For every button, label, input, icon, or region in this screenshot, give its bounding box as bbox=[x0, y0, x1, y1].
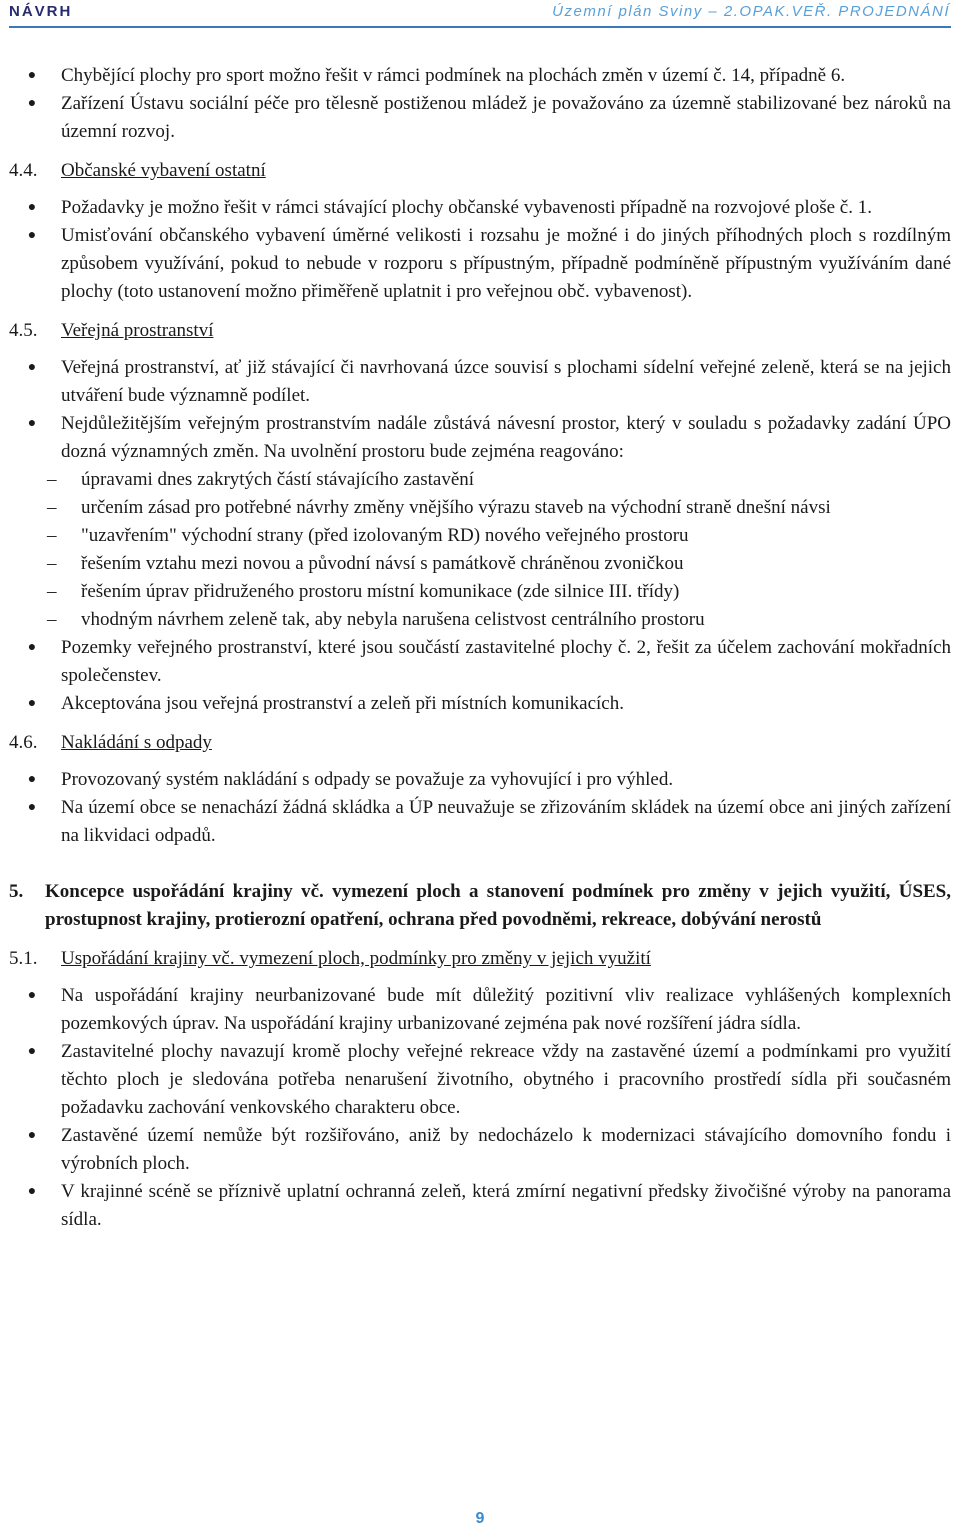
dash-icon: – bbox=[47, 609, 57, 630]
list-item-text: Chybějící plochy pro sport možno řešit v rámci podmínek na plochách změn v území č. 14, případně 6. bbox=[61, 65, 846, 86]
list-item-text: Pozemky veřejného prostranství, které jsou součástí zastavitelné plochy č. 2, řešit za účelem zachování mokřadních společenstev. bbox=[61, 637, 951, 686]
list-item-text: Na území obce se nenachází žádná skládka a ÚP neuvažuje se zřizováním skládek na území obce ani jiných zařízení na likvidaci odpadů. bbox=[61, 797, 951, 846]
bullet-icon: ● bbox=[27, 1128, 37, 1143]
section-title: Veřejná prostranství bbox=[61, 320, 214, 341]
section-number: 5.1. bbox=[9, 948, 38, 969]
bullet-icon: ● bbox=[27, 96, 37, 111]
dash-item-text: úpravami dnes zakrytých částí stávajícího zastavění bbox=[81, 469, 475, 490]
list-item bbox=[9, 1122, 951, 1178]
list-item-text: Zastavitelné plochy navazují kromě plochy veřejné rekreace vždy na zastavěné území a podmínkami pro využití těchto ploch je sledována potřeba nenarušení životního, obytného i pracovního prostředí sídla při současném požadavku zachování venkovského charakteru obce. bbox=[61, 1041, 951, 1118]
dash-item bbox=[9, 494, 951, 522]
bullet-icon: ● bbox=[27, 200, 37, 215]
bullet-icon: ● bbox=[27, 1184, 37, 1199]
chapter-title: Koncepce uspořádání krajiny vč. vymezení ploch a stanovení podmínek pro změny v jejich využití, ÚSES, prostupnost krajiny, protierozní opatření, ochrana před povodněmi, rekreace, dobývání nerostů bbox=[45, 881, 951, 930]
list-item bbox=[9, 794, 951, 850]
dash-item bbox=[9, 522, 951, 550]
dash-item-text: řešením vztahu mezi novou a původní návsí s památkově chráněnou zvoničkou bbox=[81, 553, 684, 574]
list-item-text: Požadavky je možno řešit v rámci stávající plochy občanské vybavenosti případně na rozvojové ploše č. 1. bbox=[61, 197, 872, 218]
section-heading-4-6 bbox=[9, 729, 951, 757]
list-item-text: Akceptována jsou veřejná prostranství a zeleň při místních komunikacích. bbox=[61, 693, 624, 714]
dash-icon: – bbox=[47, 469, 57, 490]
section-title: Nakládání s odpady bbox=[61, 732, 212, 753]
section-heading-5-1 bbox=[9, 945, 951, 973]
list-item-text: Provozovaný systém nakládání s odpady se považuje za vyhovující i pro výhled. bbox=[61, 769, 674, 790]
dash-item bbox=[9, 606, 951, 634]
list-item-text: Nejdůležitějším veřejným prostranstvím nadále zůstává návesní prostor, který v souladu s požadavky zadání ÚPO dozná významných změn. Na uvolnění prostoru bude zejména reagováno: bbox=[61, 413, 951, 462]
page-number: 9 bbox=[475, 1510, 485, 1527]
list-item bbox=[9, 62, 951, 90]
list-item bbox=[9, 90, 951, 146]
page-header bbox=[0, 0, 960, 28]
list-item bbox=[9, 194, 951, 222]
dash-item bbox=[9, 466, 951, 494]
bullet-icon: ● bbox=[27, 1044, 37, 1059]
list-item-text: Zastavěné území nemůže být rozšiřováno, aniž by nedocházelo k modernizaci stávajícího domovního fondu i výrobních ploch. bbox=[61, 1125, 951, 1174]
dash-item-text: "uzavřením" východní strany (před izolovaným RD) nového veřejného prostoru bbox=[81, 525, 689, 546]
dash-item bbox=[9, 550, 951, 578]
dash-item-text: řešením úprav přidruženého prostoru místní komunikace (zde silnice III. třídy) bbox=[81, 581, 680, 602]
bullet-icon: ● bbox=[27, 416, 37, 431]
dash-icon: – bbox=[47, 553, 57, 574]
list-item bbox=[9, 766, 951, 794]
document-body bbox=[9, 62, 951, 1234]
bullet-icon: ● bbox=[27, 360, 37, 375]
header-rule bbox=[9, 26, 951, 28]
bullet-icon: ● bbox=[27, 228, 37, 243]
dash-item bbox=[9, 578, 951, 606]
section-heading-4-4 bbox=[9, 157, 951, 185]
dash-icon: – bbox=[47, 497, 57, 518]
dash-icon: – bbox=[47, 581, 57, 602]
bullet-icon: ● bbox=[27, 696, 37, 711]
bullet-icon: ● bbox=[27, 640, 37, 655]
section-number: 4.6. bbox=[9, 732, 38, 753]
dash-icon: – bbox=[47, 525, 57, 546]
list-item bbox=[9, 1178, 951, 1234]
dash-item-text: určením zásad pro potřebné návrhy změny vnějšího výrazu staveb na východní straně dnešní návsi bbox=[81, 497, 831, 518]
list-item-text: Veřejná prostranství, ať již stávající či navrhovaná úzce souvisí s plochami sídelní veřejné zeleně, která se na jejich utváření bude významně podílet. bbox=[61, 357, 951, 406]
bullet-icon: ● bbox=[27, 68, 37, 83]
section-title: Občanské vybavení ostatní bbox=[61, 160, 266, 181]
list-item bbox=[9, 982, 951, 1038]
section-number: 4.4. bbox=[9, 160, 38, 181]
list-item bbox=[9, 410, 951, 466]
list-item bbox=[9, 354, 951, 410]
bullet-icon: ● bbox=[27, 988, 37, 1003]
list-item bbox=[9, 634, 951, 690]
list-item-text: V krajinné scéně se příznivě uplatní ochranná zeleň, která zmírní negativní předsky živočišné výroby na panorama sídla. bbox=[61, 1181, 951, 1230]
list-item-text: Na uspořádání krajiny neurbanizované bude mít důležitý pozitivní vliv realizace vyhlášených komplexních pozemkových úprav. Na uspořádání krajiny urbanizované zejména pak nové rozšíření jádra sídla. bbox=[61, 985, 951, 1034]
chapter-heading-5 bbox=[9, 878, 951, 934]
list-item bbox=[9, 1038, 951, 1122]
section-title: Uspořádání krajiny vč. vymezení ploch, podmínky pro změny v jejich využití bbox=[61, 948, 651, 969]
header-document-title: Územní plán Sviny – 2.OPAK.VEŘ. PROJEDNÁNÍ bbox=[552, 3, 950, 20]
list-item-text: Umisťování občanského vybavení úměrné velikosti i rozsahu je možné i do jiných příhodných ploch s rozdílným způsobem využívání, pokud to nebude v rozporu s přípustným, případně podmíněně přípustným využíváním dané plochy (toto ustanovení možno přiměřeně uplatnit i pro veřejnou obč. vybavenost). bbox=[61, 225, 951, 302]
list-item-text: Zařízení Ústavu sociální péče pro tělesně postiženou mládež je považováno za územně stabilizované bez nároků na územní rozvoj. bbox=[61, 93, 951, 142]
section-heading-4-5 bbox=[9, 317, 951, 345]
section-number: 4.5. bbox=[9, 320, 38, 341]
bullet-icon: ● bbox=[27, 800, 37, 815]
list-item bbox=[9, 222, 951, 306]
header-status: NÁVRH bbox=[9, 3, 73, 20]
dash-item-text: vhodným návrhem zeleně tak, aby nebyla narušena celistvost centrálního prostoru bbox=[81, 609, 705, 630]
chapter-number: 5. bbox=[9, 881, 24, 902]
bullet-icon: ● bbox=[27, 772, 37, 787]
list-item bbox=[9, 690, 951, 718]
